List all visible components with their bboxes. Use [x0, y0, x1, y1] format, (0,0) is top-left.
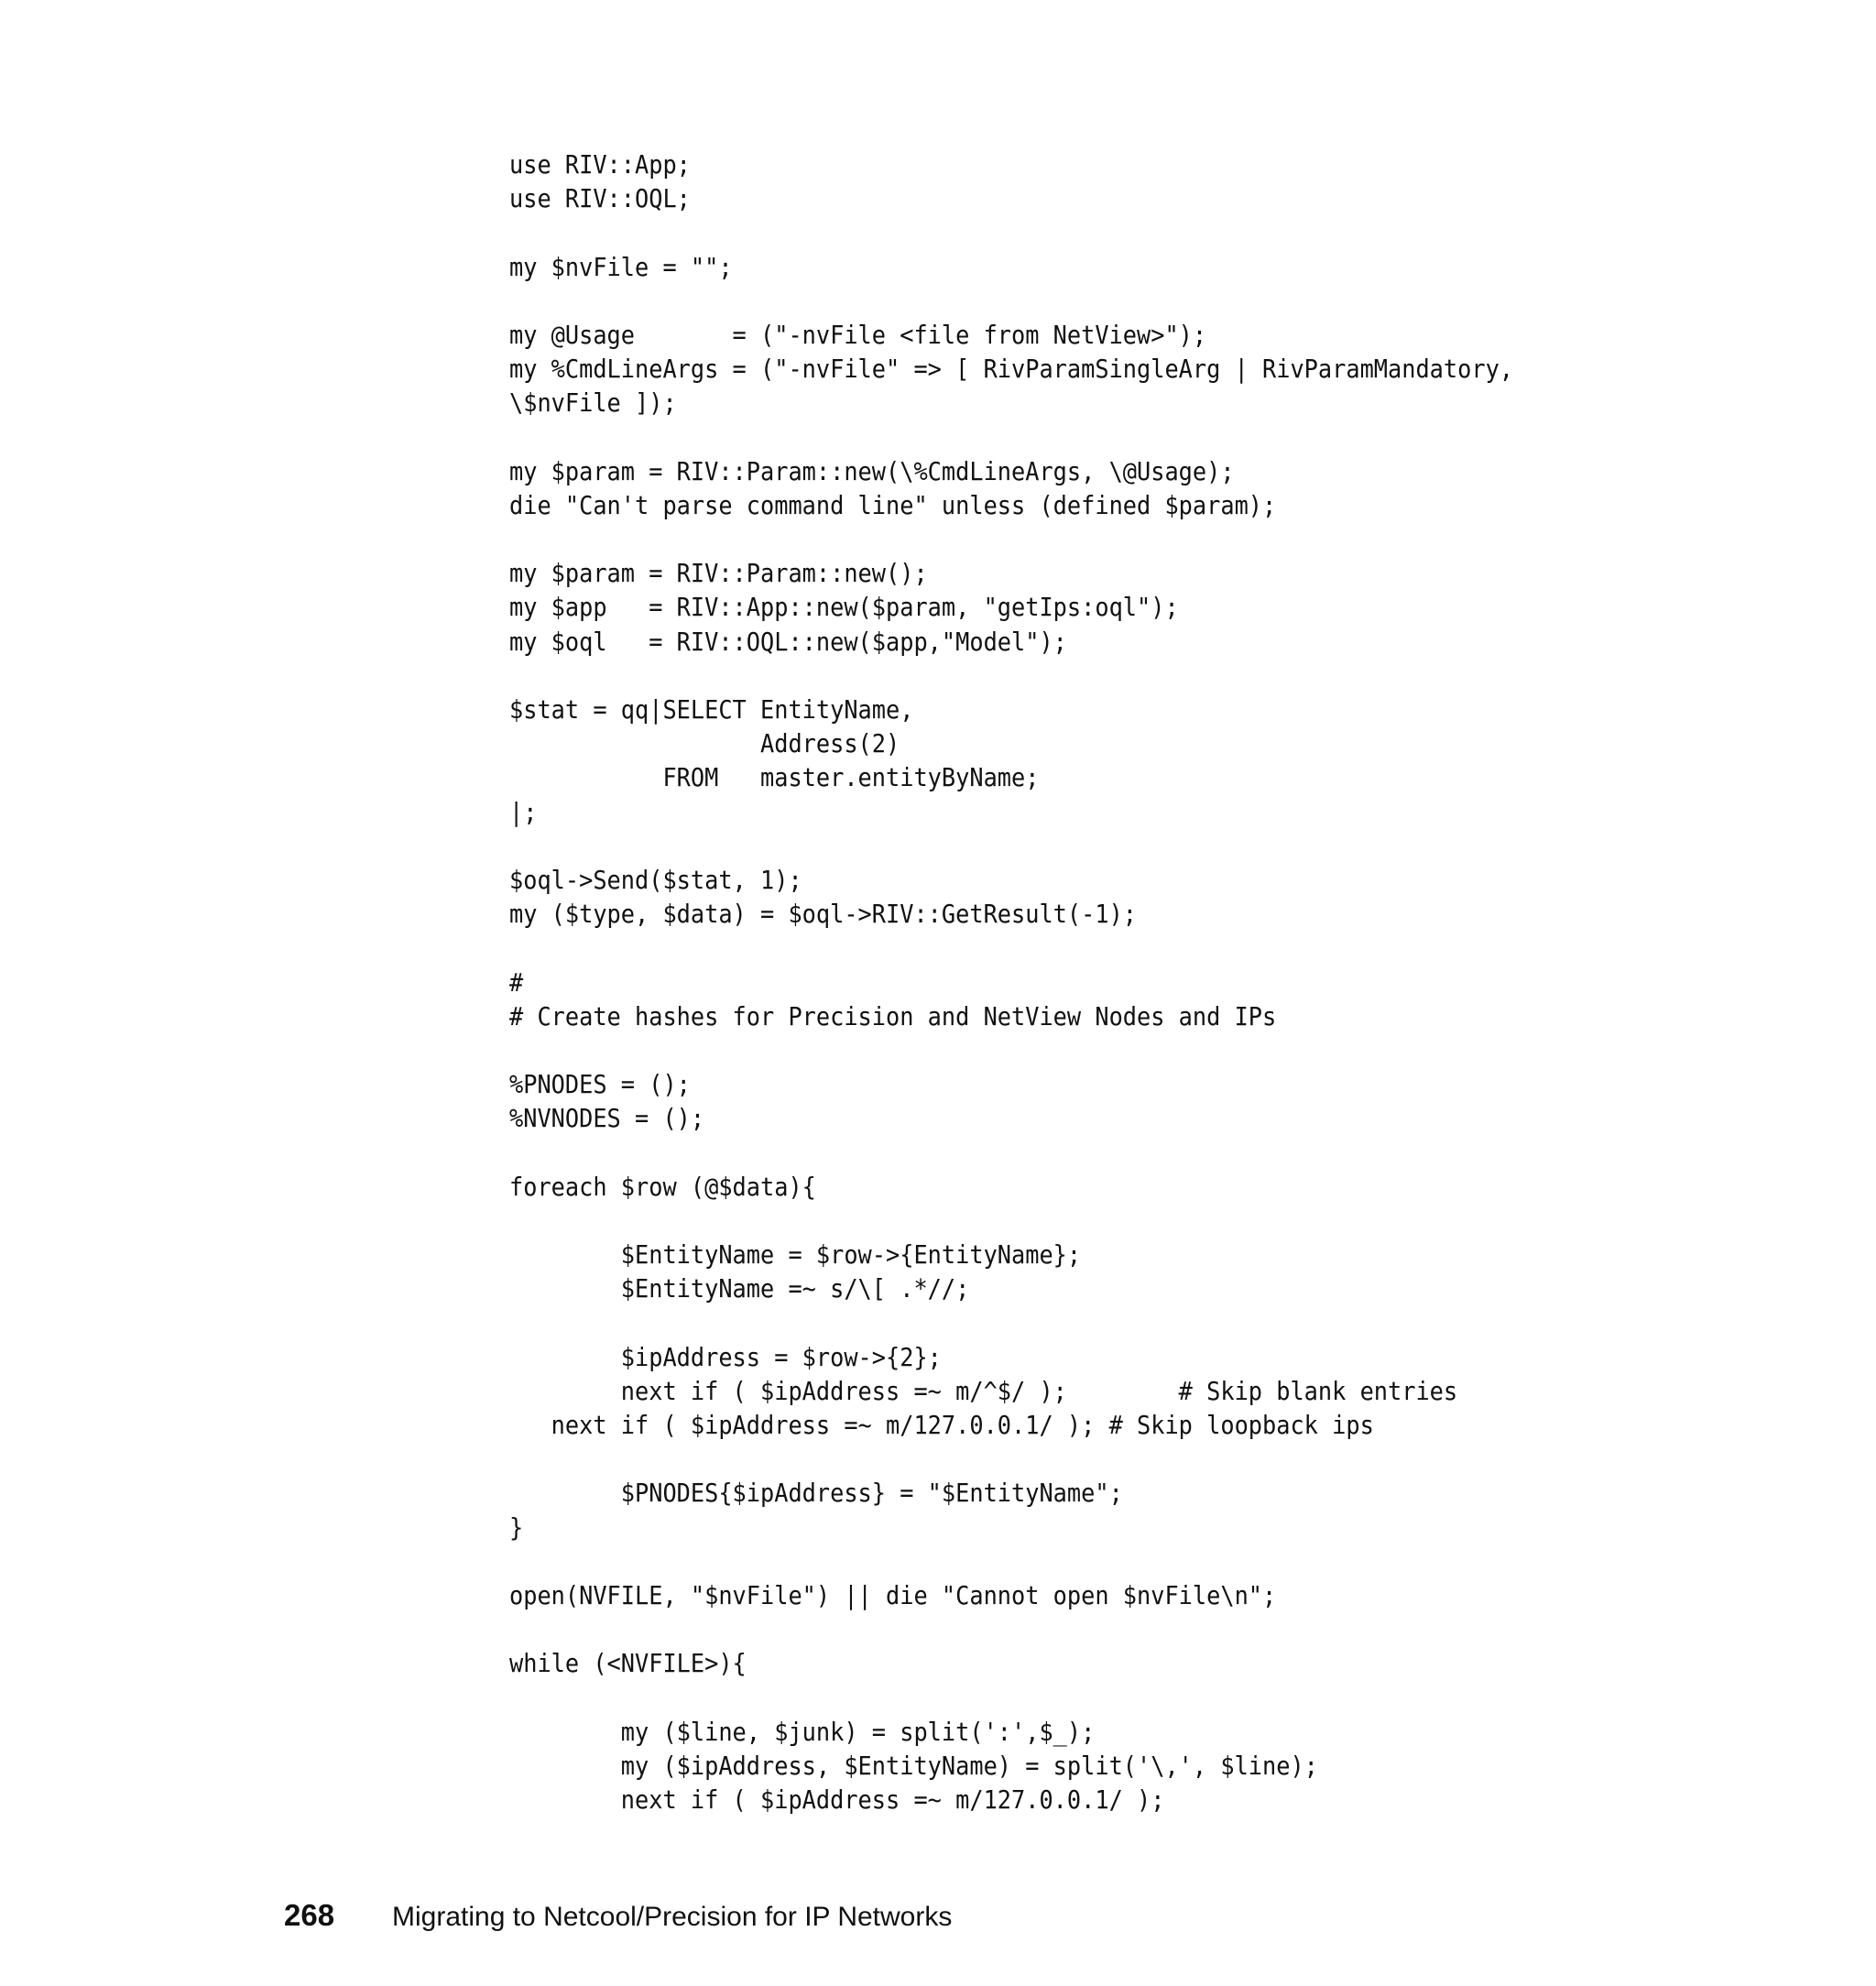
code-line: my %CmdLineArgs = ("-nvFile" => [ RivParamSingleArg | RivParamMandatory,	[509, 355, 1514, 385]
code-line: my @Usage = ("-nvFile <file from NetView>");	[509, 321, 1207, 350]
code-line	[509, 216, 1513, 250]
code-line: my $param = RIV::Param::new(\%CmdLineArgs, \@Usage);	[509, 457, 1235, 486]
code-line: use RIV::App;	[509, 151, 691, 180]
code-line: next if ( $ipAddress =~ m/127.0.0.1/ );	[509, 1786, 1165, 1815]
code-line	[509, 830, 1513, 864]
code-line	[509, 932, 1513, 966]
code-line: $PNODES{$ipAddress} = "$EntityName";	[509, 1479, 1123, 1509]
code-line: %PNODES = ();	[509, 1071, 691, 1100]
code-line: my ($line, $junk) = split(':',$_);	[509, 1718, 1096, 1747]
code-line: \$nvFile ]);	[509, 389, 677, 419]
code-line	[509, 1545, 1513, 1579]
code-line: open(NVFILE, "$nvFile") || die "Cannot open $nvFile\n";	[509, 1581, 1277, 1610]
page-footer	[284, 1898, 952, 1935]
code-line: my ($ipAddress, $EntityName) = split('\,', $line);	[509, 1751, 1318, 1781]
code-line	[509, 1443, 1513, 1477]
code-line: die "Can't parse command line" unless (defined $param);	[509, 491, 1277, 520]
code-line: my ($type, $data) = $oql->RIV::GetResult(-1);	[509, 900, 1138, 930]
code-line	[509, 421, 1513, 455]
code-line: next if ( $ipAddress =~ m/127.0.0.1/ ); # Skip loopback ips	[509, 1411, 1374, 1440]
code-line: }	[509, 1513, 524, 1543]
code-line: my $nvFile = "";	[509, 253, 733, 282]
code-line: |;	[509, 798, 538, 827]
code-line: $ipAddress = $row->{2};	[509, 1343, 942, 1372]
code-listing	[509, 148, 1513, 1817]
code-line	[509, 1136, 1513, 1170]
code-line: my $app = RIV::App::new($param, "getIps:oql");	[509, 594, 1179, 623]
code-line	[509, 1034, 1513, 1068]
code-line: $oql->Send($stat, 1);	[509, 866, 802, 895]
code-line: my $oql = RIV::OQL::new($app,"Model");	[509, 627, 1067, 657]
code-line: $EntityName =~ s/\[ .*//;	[509, 1275, 970, 1304]
code-line	[509, 1306, 1513, 1340]
code-line: use RIV::OQL;	[509, 185, 691, 214]
code-line: while (<NVFILE>){	[509, 1650, 747, 1679]
code-line	[509, 660, 1513, 693]
code-line: $EntityName = $row->{EntityName};	[509, 1241, 1082, 1270]
code-line: my $param = RIV::Param::new();	[509, 560, 928, 589]
code-line	[509, 523, 1513, 557]
code-line	[509, 285, 1513, 319]
code-line	[509, 1681, 1513, 1715]
page-number: 268	[284, 1898, 335, 1932]
code-line: %NVNODES = ();	[509, 1105, 705, 1134]
code-line: #	[509, 968, 524, 998]
code-line: # Create hashes for Precision and NetView Nodes and IPs	[509, 1002, 1277, 1031]
code-line: next if ( $ipAddress =~ m/^$/ ); # Skip blank entries	[509, 1377, 1458, 1406]
code-line	[509, 1613, 1513, 1647]
code-line: $stat = qq|SELECT EntityName,	[509, 696, 914, 725]
code-line: FROM master.entityByName;	[509, 764, 1040, 793]
code-line: foreach $row (@$data){	[509, 1173, 816, 1202]
code-line: Address(2)	[509, 730, 900, 759]
code-line	[509, 1205, 1513, 1239]
book-title: Migrating to Netcool/Precision for IP Networks	[392, 1902, 953, 1932]
